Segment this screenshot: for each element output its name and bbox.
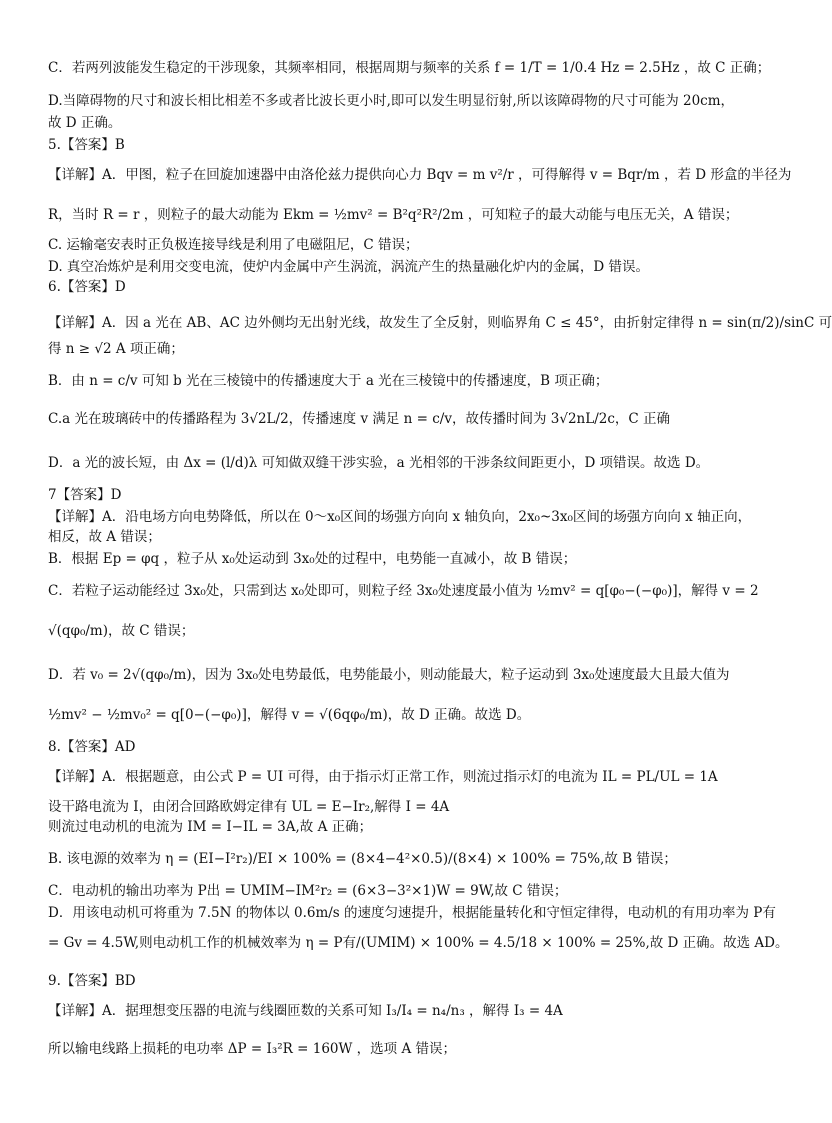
text-line: C．电动机的输出功率为 P出 = UMIM−IM²r₂ = (6×3−3²×1)W = 9W,故 C 错误； [48, 883, 568, 899]
text-line: 【详解】A．因 a 光在 AB、AC 边外侧均无出射光线，故发生了全反射，则临界角 C ≤ 45°，由折射定律得 n = sin(π/2)/sinC 可 [48, 315, 832, 331]
text-line: C．若两列波能发生稳定的干涉现象，其频率相同，根据周期与频率的关系 f = 1/T = 1/0.4 Hz = 2.5Hz ，故 C 正确； [48, 60, 771, 76]
text-line: 相反，故 A 错误； [48, 529, 161, 545]
text-line: ½mv² − ½mv₀² = q[0−(−φ₀)]，解得 v = √(6qφ₀/m)，故 D 正确。故选 D。 [48, 707, 531, 723]
text-line: C.a 光在玻璃砖中的传播路程为 3√2L/2，传播速度 v 满足 n = c/v，故传播时间为 3√2nL/2c，C 正确 [48, 411, 671, 427]
answer-heading: 9.【答案】BD [48, 973, 136, 989]
answer-heading: 7【答案】D [48, 487, 122, 503]
text-line: B. 该电源的效率为 η = (EI−I²r₂)/EI × 100% = (8×4−4²×0.5)/(8×4) × 100% = 75%,故 B 错误； [48, 851, 677, 867]
answer-heading: 6.【答案】D [48, 279, 126, 295]
text-line: C. 运输毫安表时正负极连接导线是利用了电磁阻尼，C 错误； [48, 237, 419, 253]
text-line: D．用该电动机可将重为 7.5N 的物体以 0.6m/s 的速度匀速提升，根据能量转化和守恒定律得，电动机的有用功率为 P有 [48, 905, 776, 921]
text-line: D．若 v₀ = 2√(qφ₀/m)，因为 3x₀处电势最低，电势能最小，则动能最大，粒子运动到 3x₀处速度最大且最大值为 [48, 667, 730, 683]
text-line: D. 真空冶炼炉是利用交变电流，使炉内金属中产生涡流，涡流产生的热量融化炉内的金属，D 错误。 [48, 259, 650, 275]
text-line: 设干路电流为 I，由闭合回路欧姆定律有 UL = E−Ir₂,解得 I = 4A [48, 799, 450, 815]
text-line: 所以输电线路上损耗的电功率 ΔP = I₃²R = 160W ，选项 A 错误； [48, 1041, 456, 1057]
text-line: 【详解】A．根据题意，由公式 P = UI 可得，由于指示灯正常工作，则流过指示灯的电流为 IL = PL/UL = 1A [48, 769, 718, 785]
text-line: D.当障碍物的尺寸和波长相比相差不多或者比波长更小时,即可以发生明显衍射,所以该障碍物的尺寸可能为 20cm， [48, 93, 735, 109]
text-line: B．根据 Ep = φq ，粒子从 x₀处运动到 3x₀处的过程中，电势能一直减小，故 B 错误； [48, 551, 577, 567]
text-line: 得 n ≥ √2 A 项正确； [48, 341, 184, 357]
text-line: 故 D 正确。 [48, 115, 122, 131]
text-line: D．a 光的波长短，由 Δx = (l/d)λ 可知做双缝干涉实验，a 光相邻的干涉条纹间距更小，D 项错误。故选 D。 [48, 455, 710, 471]
text-line: 【详解】A．沿电场方向电势降低，所以在 0～x₀区间的场强方向向 x 轴负向，2x₀~3x₀区间的场强方向向 x 轴正向， [48, 509, 752, 525]
text-line: B．由 n = c/v 可知 b 光在三棱镜中的传播速度大于 a 光在三棱镜中的传播速度，B 项正确； [48, 373, 609, 389]
answer-heading: 5.【答案】B [48, 137, 125, 153]
text-line: C．若粒子运动能经过 3x₀处，只需到达 x₀处即可，则粒子经 3x₀处速度最小值为 ½mv² = q[φ₀−(−φ₀)]，解得 v = 2 [48, 583, 759, 599]
text-line: √(qφ₀/m)，故 C 错误； [48, 623, 195, 639]
text-line: 则流过电动机的电流为 IM = I−IL = 3A,故 A 正确； [48, 819, 373, 835]
text-line: = Gv = 4.5W,则电动机工作的机械效率为 η = P有/(UMIM) × 100% = 4.5/18 × 100% = 25%,故 D 正确。故选 AD。 [48, 935, 789, 951]
text-line: 【详解】A．甲图，粒子在回旋加速器中由洛伦兹力提供向心力 Bqv = m v²/r ，可得解得 v = Bqr/m ，若 D 形盒的半径为 [48, 167, 792, 183]
answer-heading: 8.【答案】AD [48, 739, 136, 755]
text-line: R，当时 R = r ，则粒子的最大动能为 Ekm = ½mv² = B²q²R²/2m ，可知粒子的最大动能与电压无关，A 错误； [48, 207, 739, 223]
text-line: 【详解】A．据理想变压器的电流与线圈匝数的关系可知 I₃/I₄ = n₄/n₃ ，解得 I₃ = 4A [48, 1003, 563, 1019]
